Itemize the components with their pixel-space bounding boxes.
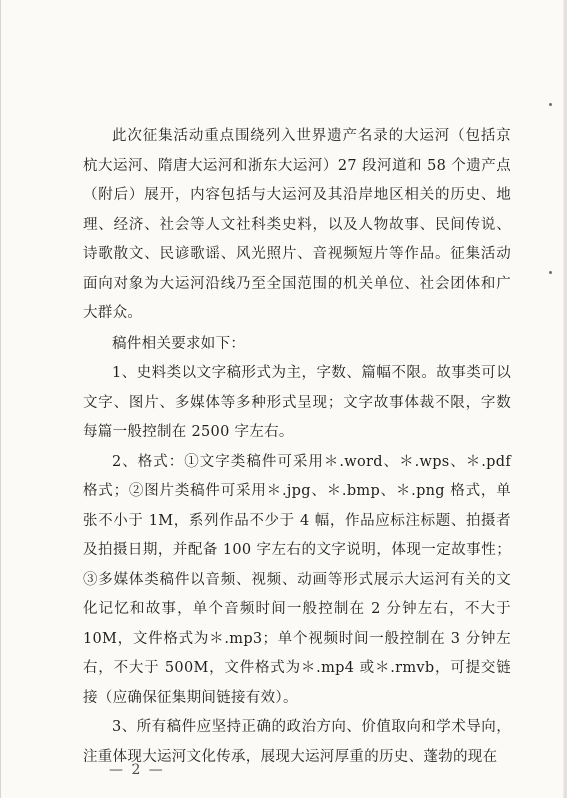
paragraph-requirement-2: 2、格式：①文字类稿件可采用＊.word、＊.wps、＊.pdf 格式；②图片类稿件可采用＊.jpg、＊.bmp、＊.png 格式，单张不小于 1M，系列作品不少于 4 幅，作品应标注标题、拍摄者及拍摄日期，并配备 100 字左右的文字说明，体现一定故事性；③多媒体类稿件以音频、视频、动画等形式展示大运河有关的文化记忆和故事，单个音频时间一般控制在 2 分钟左右，不大于 10M，文件格式为＊.mp3；单个视频时间一般控制在 3 分钟左右，不大于 500M，文件格式为＊.mp4 或＊.rmvb，可提交链接（应确保征集期间链接有效）。 bbox=[83, 453, 511, 706]
scan-speck bbox=[549, 271, 552, 274]
paragraph-requirements-intro: 稿件相关要求如下： bbox=[112, 335, 246, 352]
scan-speck bbox=[549, 103, 552, 106]
page-number: — 2 — bbox=[109, 762, 165, 778]
page-edge-shadow bbox=[563, 0, 566, 798]
document-body bbox=[83, 122, 511, 772]
paragraph-requirement-1: 1、史料类以文字稿形式为主，字数、篇幅不限。故事类可以文字、图片、多媒体等多种形式呈现；文字故事体裁不限，字数每篇一般控制在 2500 字左右。 bbox=[83, 365, 511, 440]
paragraph-overview: 此次征集活动重点围绕列入世界遗产名录的大运河（包括京杭大运河、隋唐大运河和浙东大运河）27 段河道和 58 个遗产点（附后）展开，内容包括与大运河及其沿岸地区相关的历史、地理、经济、社会等人文社科类史料，以及人物故事、民间传说、诗歌散文、民谚歌谣、风光照片、音视频短片等作品。征集活动面向对象为大运河沿线乃至全国范围的机关单位、社会团体和广大群众。 bbox=[83, 128, 511, 321]
paragraph-requirement-3: 3、所有稿件应坚持正确的政治方向、价值取向和学术导向，注重体现大运河文化传承，展现大运河厚重的历史、蓬勃的现在 bbox=[83, 719, 511, 765]
